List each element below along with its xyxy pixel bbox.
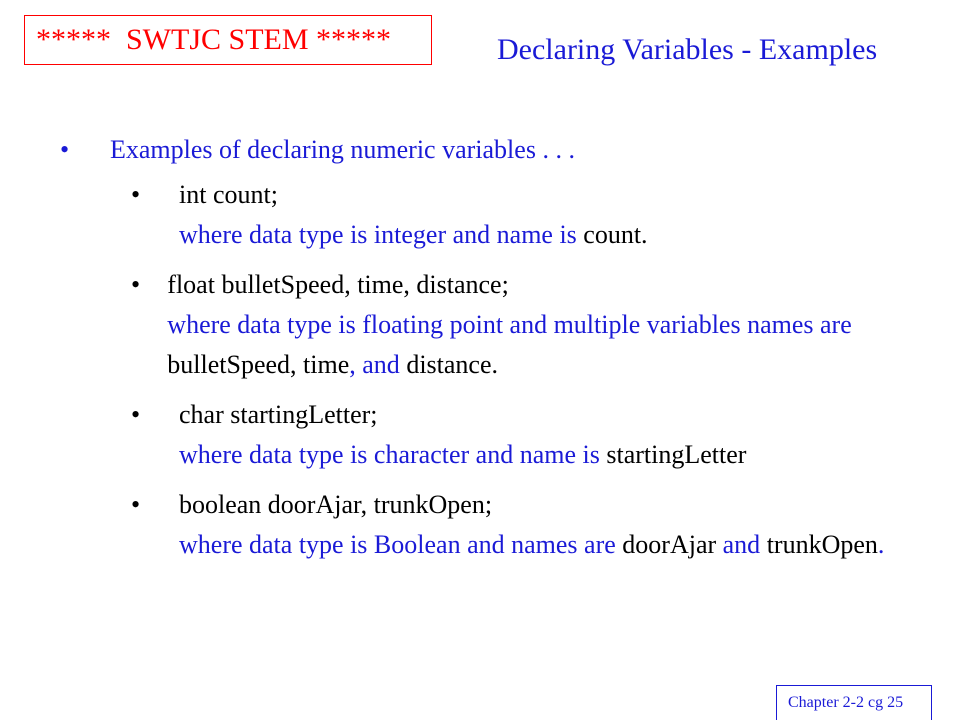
description-text: and [716, 530, 767, 559]
example-description [167, 305, 940, 385]
example-content [179, 485, 884, 565]
description-text: , and [349, 350, 407, 379]
inline-variable-name: bulletSpeed, time [167, 350, 350, 379]
inline-variable-name: startingLetter [606, 440, 747, 469]
bullet-icon: • [131, 400, 141, 429]
example-item [60, 175, 940, 255]
example-content [179, 395, 746, 475]
inline-variable-name: distance. [406, 350, 498, 379]
bullet-icon: • [131, 180, 141, 209]
header-banner: ***** SWTJC STEM ***** [24, 15, 432, 65]
inline-variable-name: doorAjar [622, 530, 717, 559]
example-code: boolean doorAjar, trunkOpen; [179, 490, 493, 519]
inline-variable-name: count. [583, 220, 648, 249]
inline-variable-name: trunkOpen [766, 530, 878, 559]
description-text: where data type is character and name is [179, 440, 607, 469]
example-code: float bulletSpeed, time, distance; [167, 270, 509, 299]
bullet-icon: • [131, 490, 141, 519]
bullet-icon: • [60, 135, 70, 164]
example-list [60, 175, 940, 565]
example-content [179, 175, 648, 255]
example-description [179, 525, 884, 565]
main-bullet-item [60, 130, 940, 170]
description-text: where data type is Boolean and names are [179, 530, 623, 559]
description-text: where data type is integer and name is [179, 220, 584, 249]
example-description [179, 435, 746, 475]
slide-body [60, 130, 940, 565]
example-item [60, 265, 940, 385]
example-description [179, 215, 648, 255]
example-code: int count; [179, 180, 278, 209]
bullet-icon: • [131, 270, 141, 299]
example-content [167, 265, 940, 385]
main-bullet-text: Examples of declaring numeric variables . . . [110, 135, 575, 164]
slide-title: Declaring Variables - Examples [497, 33, 878, 66]
description-text: where data type is floating point and multiple variables names are [167, 310, 852, 339]
example-item [60, 485, 940, 565]
example-item [60, 395, 940, 475]
slide-footer: Chapter 2-2 cg 25 [776, 685, 932, 720]
description-text: . [877, 530, 885, 559]
example-code: char startingLetter; [179, 400, 378, 429]
